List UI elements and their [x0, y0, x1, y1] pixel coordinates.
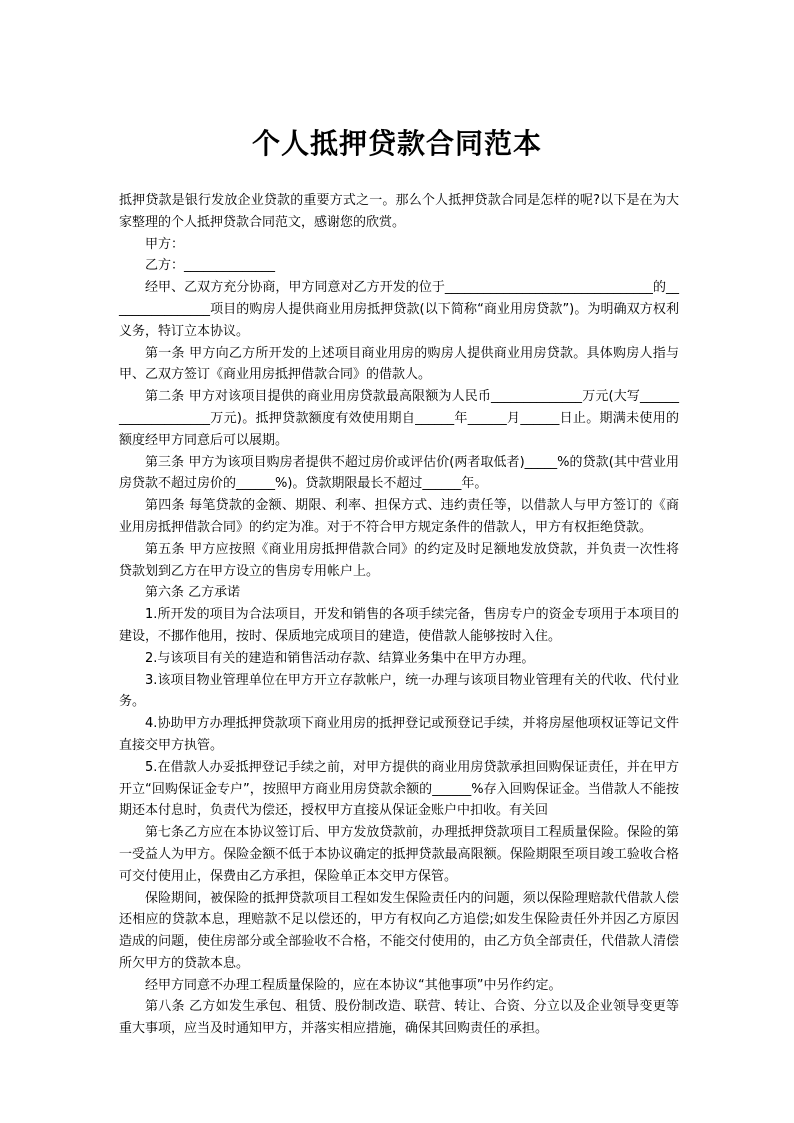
intro-paragraph: 抵押贷款是银行发放企业贷款的重要方式之一。那么个人抵押贷款合同是怎样的呢?以下是在为大家整理的个人抵押贷款合同范文，感谢您的欣赏。 [119, 193, 679, 230]
party-a-line: 甲方： [145, 236, 185, 252]
article-5: 第五条 甲方应按照《商业用房抵押借款合同》的约定及时足额地发放贷款，并负责一次性将贷款划到乙方在甲方设立的售房专用帐户上。 [119, 541, 679, 579]
article-7: 第七条乙方应在本协议签订后、甲方发放贷款前，办理抵押贷款项目工程质量保险。保险的第一受益人为甲方。保险金额不低于本协议确定的抵押贷款最高限额。保险期限至项目竣工验收合格可交付使用止，保费由乙方承担，保险单正本交甲方保管。 [119, 825, 679, 884]
article-6-item-1: 1.所开发的项目为合法项目，开发和销售的各项手续完备，售房专户的资金专项用于本项目的建设，不挪作他用，按时、保质地完成项目的建造，使借款人能够按时入住。 [119, 607, 679, 644]
article-1: 第一条 甲方向乙方所开发的上述项目商业用房的购房人提供商业用房贷款。具体购房人指与甲、乙双方签订《商业用房抵押借款合同》的借款人。 [119, 345, 679, 383]
article-6-item-4: 4.协助甲方办理抵押贷款项下商业用房的抵押登记或预登记手续，并将房屋他项权证等记文件直接交甲方执管。 [119, 716, 679, 753]
article-6-item-5: 5.在借款人办妥抵押登记手续之前，对甲方提供的商业用房贷款承担回购保证责任，并在甲方开立“回购保证金专户”，按照甲方商业用房贷款余额的______%存入回购保证金。当借款人不能按期还本付息时，负责代为偿还，授权甲方直接从保证金账户中扣收。有关回 [119, 759, 679, 819]
article-7-note: 经甲方同意不办理工程质量保险的，应在本协议“其他事项”中另作约定。 [145, 977, 562, 993]
article-2: 第二条 甲方对该项目提供的商业用房贷款最高限额为人民币______________万元(大写____________________万元)。抵押贷款额度有效使用期自______年______月______日止。期满未使用的额度经甲方同意后可以展期。 [119, 389, 679, 448]
document-title: 个人抵押贷款合同范本 [251, 127, 542, 160]
article-8: 第八条 乙方如发生承包、租赁、股份制改造、联营、转让、合资、分立以及企业领导变更等重大事项，应当及时通知甲方，并落实相应措施，确保其回购责任的承担。 [119, 999, 679, 1037]
article-6-item-2: 2.与该项目有关的建造和销售活动存款、结算业务集中在甲方办理。 [145, 650, 535, 666]
party-b-line: 乙方：______________ [145, 258, 276, 274]
article-6-item-3: 3.该项目物业管理单位在甲方开立存款帐户，统一办理与该项目物业管理有关的代收、代付业务。 [119, 672, 679, 710]
article-3: 第三条 甲方为该项目购房者提供不超过房价或评估价(两者取低者)_____%的贷款(其中营业用房贷款不超过房价的______%)。贷款期限最长不超过______年。 [119, 454, 679, 492]
document-body [119, 190, 679, 1040]
article-7-insurance-period: 保险期间，被保险的抵押贷款项目工程如发生保险责任内的问题，须以保险理赔款代借款人偿还相应的贷款本息，理赔款不足以偿还的，甲方有权向乙方追偿;如发生保险责任外并因乙方原因造成的问题，使住房部分或全部验收不合格，不能交付使用的，由乙方负全部责任，代借款人清偿所欠甲方的贷款本息。 [119, 890, 679, 971]
article-4: 第四条 每笔贷款的金额、期限、利率、担保方式、违约责任等，以借款人与甲方签订的《商业用房抵押借款合同》的约定为准。对于不符合甲方规定条件的借款人，甲方有权拒绝贷款。 [119, 498, 679, 535]
preamble-paragraph: 经甲、乙双方充分协商，甲方同意对乙方开发的位于________________________________的________________项目的购房人提供商业用房抵押贷款(以下简称“商业用房贷款”)。为明确双方权利义务，特订立本协议。 [119, 280, 679, 339]
article-6-heading: 第六条 乙方承诺 [145, 585, 241, 601]
